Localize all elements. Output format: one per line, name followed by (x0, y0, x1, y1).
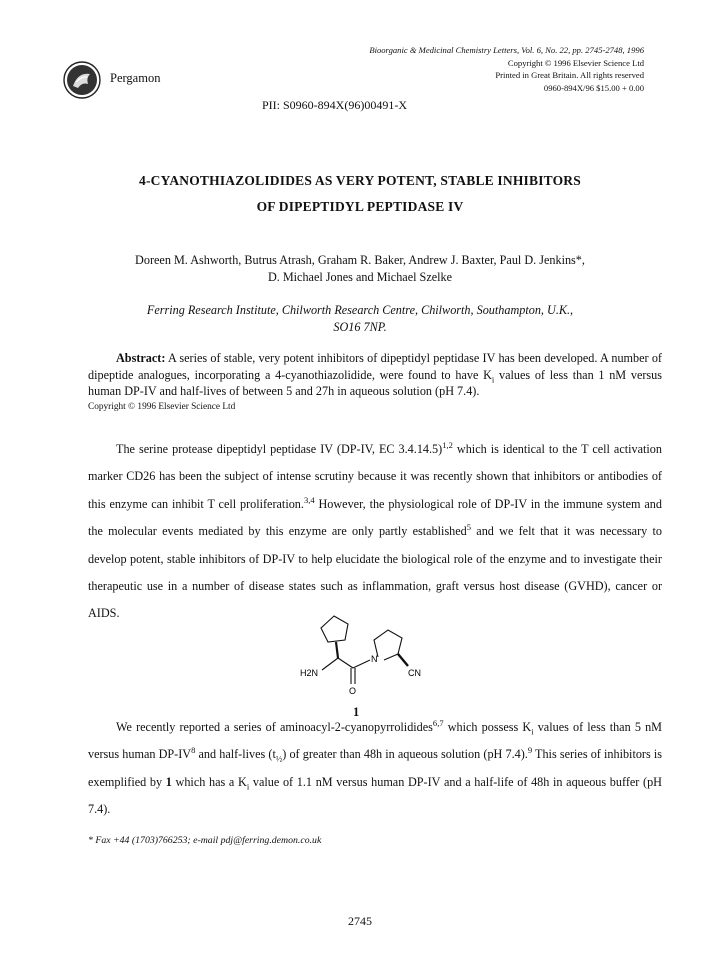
copyright-line: Copyright © 1996 Elsevier Science Ltd (507, 57, 644, 68)
abstract-text-a: A series of stable, very potent inhibitors of dipeptidyl peptidase IV has been developed. A number of dipeptide analogues, incorporating a 4-cyanothiazolidide, were found to have K (88, 351, 662, 382)
journal-citation: Bioorganic & Medicinal Chemistry Letters, Vol. 6, No. 22, pp. 2745-2748, 1996 (369, 45, 644, 55)
p2-text-d: and half-lives (t (195, 747, 276, 762)
p1-text-b: which is identical to the T cell activation marker CD26 has been the subject of intense scrutiny because it was recently shown that inhibitors or antibodies of this enzyme can inhibit T cell proliferation. (88, 442, 662, 511)
atom-label-o: O (349, 686, 357, 696)
atom-label-n: N (371, 654, 378, 664)
p2-text-g: which has a K (171, 774, 247, 789)
price-line: 0960-894X/96 $15.00 + 0.00 (543, 82, 644, 93)
p1-ref-1: 1,2 (442, 439, 453, 450)
abstract (88, 350, 662, 400)
author-list (80, 252, 640, 286)
abstract-copyright: Copyright © 1996 Elsevier Science Ltd (88, 402, 236, 412)
affiliation (60, 302, 660, 336)
p1-text-a: The serine protease dipeptidyl peptidase IV (DP-IV, EC 3.4.14.5) (116, 442, 443, 456)
affiliation-line-2: SO16 7NP. (333, 320, 387, 334)
compound-1-structure (290, 610, 440, 702)
p2-ref-1: 6,7 (432, 717, 444, 728)
atom-label-h2n: H2N (300, 668, 319, 678)
p2-compound-ref: 1 (165, 774, 172, 789)
article-title-line-2: OF DIPEPTIDYL PEPTIDASE IV (256, 199, 464, 214)
publisher-name: Pergamon (110, 71, 161, 85)
p2-sub-1: i (531, 726, 534, 737)
p1-ref-3: 5 (466, 522, 472, 533)
pii-code: PII: S0960-894X(96)00491-X (262, 98, 407, 112)
p2-sub-3: i (246, 781, 250, 792)
compound-number: 1 (353, 705, 360, 719)
abstract-text-b: values of less than 1 nM versus human DP-IV and half-lives of between 5 and 27h in aqueous solution (pH 7.4). (88, 367, 663, 399)
p2-text-e: ) of greater than 48h in aqueous solution (pH 7.4). (282, 747, 528, 762)
p2-text-f: This series of inhibitors is exemplified by (88, 747, 662, 789)
p2-sub-2: ½ (275, 753, 283, 764)
printed-line: Printed in Great Britain. All rights reserved (495, 70, 644, 81)
journal-header (369, 44, 644, 94)
p2-ref-3: 9 (527, 745, 533, 756)
intro-paragraph-1 (88, 436, 662, 628)
intro-paragraph-2 (88, 714, 662, 824)
p2-text-b: which possess K (443, 720, 532, 734)
p2-ref-2: 8 (191, 745, 196, 756)
p2-text-h: value of 1.1 nM versus human DP-IV and a half-life of 48h in aqueous buffer (pH 7.4). (88, 774, 662, 817)
p1-text-c: However, the physiological role of DP-IV in the immune system and the molecular events mediated by this enzyme are only partly established (88, 496, 662, 539)
page-number: 2745 (348, 914, 372, 928)
atom-label-cn: CN (408, 668, 421, 678)
corresponding-author-footnote: * Fax +44 (1703)766253; e-mail pdj@ferring.demon.co.uk (88, 835, 322, 846)
author-line-2: D. Michael Jones and Michael Szelke (267, 270, 453, 284)
p1-ref-2: 3,4 (303, 494, 315, 505)
pergamon-logo-icon (62, 60, 102, 100)
p1-text-d: and we felt that it was necessary to develop potent, stable inhibitors of DP-IV to help elucidate the biological role of the enzyme and to investigate their therapeutic use in a number of disease states such as inflammation, graft versus host disease (GVHD), cancer or AIDS. (88, 524, 662, 621)
p2-text-c: values of less than 5 nM versus human DP-IV (88, 720, 662, 762)
affiliation-line-1: Ferring Research Institute, Chilworth Research Centre, Chilworth, Southampton, U.K., (146, 303, 574, 317)
article-title-line-1: 4-CYANOTHIAZOLIDIDES AS VERY POTENT, STABLE INHIBITORS (139, 173, 581, 188)
p2-text-a: We recently reported a series of aminoacyl-2-cyanopyrrolidides (116, 720, 433, 734)
author-line-1: Doreen M. Ashworth, Butrus Atrash, Graham R. Baker, Andrew J. Baxter, Paul D. Jenkins*, (135, 253, 585, 267)
abstract-subscript: i (491, 374, 495, 385)
abstract-label: Abstract: (116, 351, 166, 365)
